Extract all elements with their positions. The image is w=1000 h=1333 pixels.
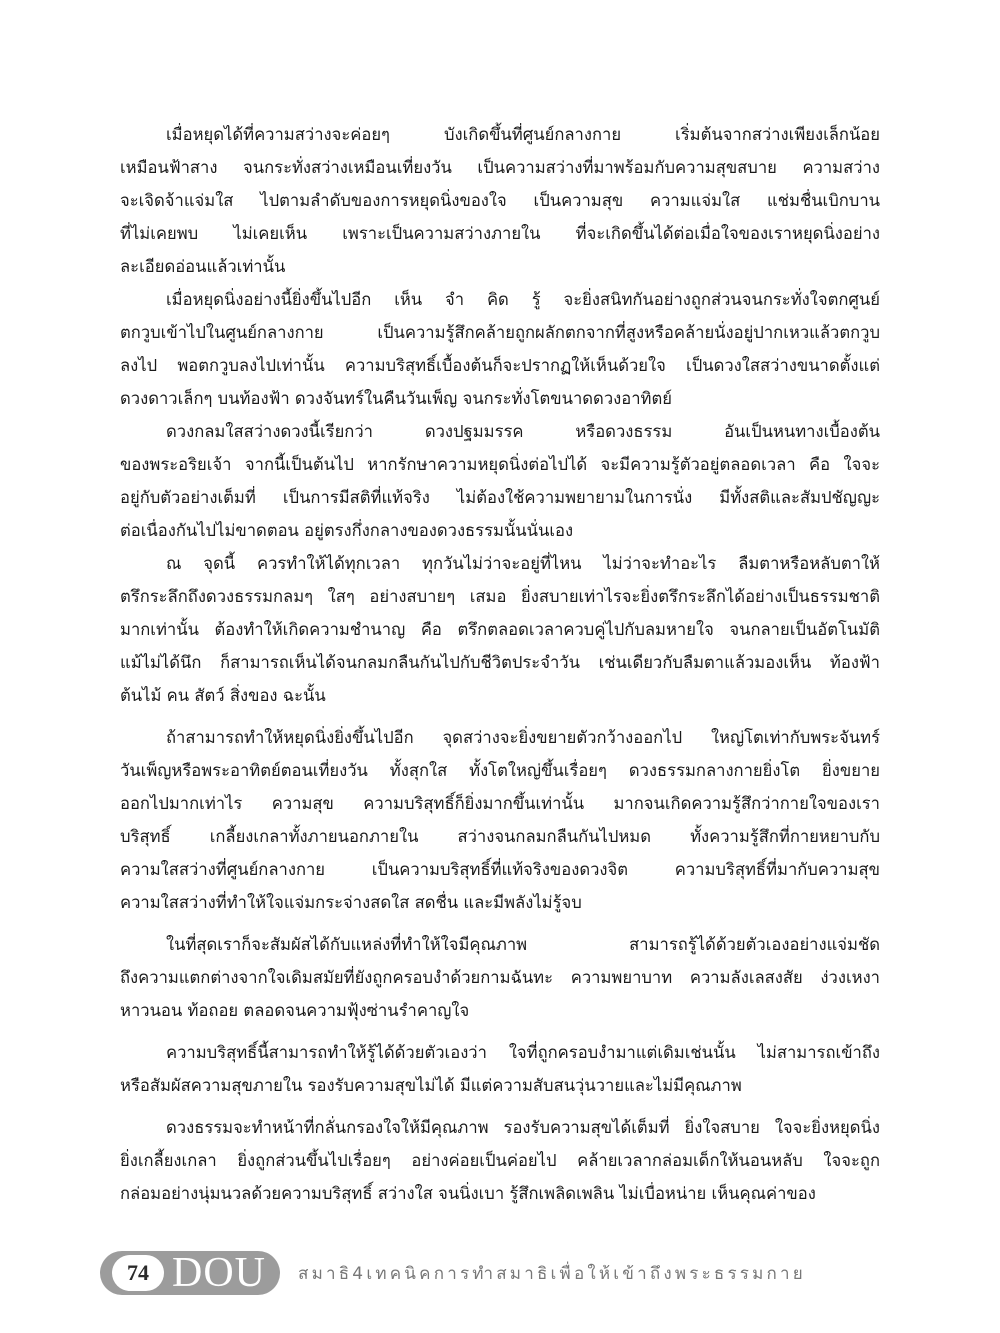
text-line: อยู่กับตัวอย่างเต็มที่ เป็นการมีสติที่แท้จริง ไม่ต้องใช้ความพยายามในการนั่ง มีทั้งสติและสัมปชัญญะ <box>120 488 880 507</box>
footer-badge <box>100 1251 280 1295</box>
text-line: บริสุทธิ์ เกลี้ยงเกลาทั้งภายนอกภายใน สว่างจนกลมกลืนกันไปหมด ทั้งความรู้สึกที่กายหยาบกับ <box>120 827 880 846</box>
text-line: ถ้าสามารถทำให้หยุดนิ่งยิ่งขึ้นไปอีก จุดสว่างจะยิ่งขยายตัวกว้างออกไป ใหญ่โตเท่ากับพระจันทร์ <box>166 728 880 747</box>
text-line: ดวงกลมใสสว่างดวงนี้เรียกว่า ดวงปฐมมรรค หรือดวงธรรม อันเป็นหนทางเบื้องต้น <box>166 422 880 441</box>
text-line: จะเจิดจ้าแจ่มใส ไปตามลำดับของการหยุดนิ่งของใจ เป็นความสุข ความแจ่มใส แช่มชื่นเบิกบาน <box>120 191 880 210</box>
text-line: กล่อมอย่างนุ่มนวลด้วยความบริสุทธิ์ สว่างใส จนนิ่งเบา รู้สึกเพลิดเพลิน ไม่เบื่อหน่าย เห็นคุณค่าของ <box>120 1184 816 1203</box>
paragraph <box>120 721 880 919</box>
text-line: ถึงความแตกต่างจากใจเดิมสมัยที่ยังถูกครอบงำด้วยกามฉันทะ ความพยาบาท ความลังเลสงสัย ง่วงเหงา <box>120 968 880 987</box>
paragraph <box>120 283 880 415</box>
text-line: ละเอียดอ่อนแล้วเท่านั้น <box>120 257 286 276</box>
text-line: ต่อเนื่องกันไปไม่ขาดตอน อยู่ตรงกึ่งกลางของดวงธรรมนั้นนั่นเอง <box>120 521 574 540</box>
paragraph <box>120 1036 880 1102</box>
paragraph <box>120 118 880 283</box>
text-line: ที่ไม่เคยพบ ไม่เคยเห็น เพราะเป็นความสว่างภายใน ที่จะเกิดขึ้นได้ต่อเมื่อใจของเราหยุดนิ่งอย่าง <box>120 224 880 243</box>
text-line: ณ จุดนี้ ควรทำให้ได้ทุกเวลา ทุกวันไม่ว่าจะอยู่ที่ไหน ไม่ว่าจะทำอะไร ลืมตาหรือหลับตาให้ <box>166 554 880 573</box>
text-line: ตรึกระลึกถึงดวงธรรมกลมๆ ใสๆ อย่างสบายๆ เสมอ ยิ่งสบายเท่าไรจะยิ่งตรึกระลึกได้อย่างเป็นธรรมชาติ <box>120 587 880 606</box>
text-line: ตกวูบเข้าไปในศูนย์กลางกาย เป็นความรู้สึกคล้ายถูกผลักตกจากที่สูงหรือคล้ายนั่งอยู่ปากเหวแล้วตกวูบ <box>120 323 880 342</box>
text-line: ดวงธรรมจะทำหน้าที่กลั่นกรองใจให้มีคุณภาพ รองรับความสุขได้เต็มที่ ยิ่งใจสบาย ใจจะยิ่งหยุดนิ่ง <box>166 1118 880 1137</box>
book-title: สมาธิ4เทคนิคการทำสมาธิเพื่อให้เข้าถึงพระธรรมกาย <box>298 1263 806 1284</box>
text-line: มากเท่านั้น ต้องทำให้เกิดความชำนาญ คือ ตรึกตลอดเวลาควบคู่ไปกับลมหายใจ จนกลายเป็นอัตโนมัติ <box>120 620 880 639</box>
text-line: เหมือนฟ้าสาง จนกระทั่งสว่างเหมือนเที่ยงวัน เป็นความสว่างที่มาพร้อมกับความสุขสบาย ความสว่าง <box>120 158 880 177</box>
text-line: ยิ่งเกลี้ยงเกลา ยิ่งถูกส่วนขึ้นไปเรื่อยๆ อย่างค่อยเป็นค่อยไป คล้ายเวลากล่อมเด็กให้นอนหลับ ใจจะถูก <box>120 1151 880 1170</box>
paragraph <box>120 1111 880 1210</box>
text-line: หาวนอน ท้อถอย ตลอดจนความฟุ้งซ่านรำคาญใจ <box>120 1001 470 1020</box>
text-line: เมื่อหยุดนิ่งอย่างนี้ยิ่งขึ้นไปอีก เห็น จำ คิด รู้ จะยิ่งสนิทกันอย่างถูกส่วนจนกระทั่งใจตกศูนย์ <box>166 290 880 309</box>
page-number: 74 <box>112 1255 164 1291</box>
text-line: ความบริสุทธิ์นี้สามารถทำให้รู้ได้ด้วยตัวเองว่า ใจที่ถูกครอบงำมาแต่เดิมเช่นนั้น ไม่สามารถเข้าถึง <box>166 1043 880 1062</box>
text-line: ออกไปมากเท่าไร ความสุข ความบริสุทธิ์ก็ยิ่งมากขึ้นเท่านั้น มากจนเกิดความรู้สึกว่ากายใจของเรา <box>120 794 880 813</box>
text-line: ความใสสว่างที่ศูนย์กลางกาย เป็นความบริสุทธิ์ที่แท้จริงของดวงจิต ความบริสุทธิ์ที่มากับความสุข <box>120 860 880 879</box>
body-text <box>120 118 880 1210</box>
paragraph <box>120 415 880 547</box>
text-line: ความใสสว่างที่ทำให้ใจแจ่มกระจ่างสดใส สดชื่น และมีพลังไม่รู้จบ <box>120 893 582 912</box>
page-footer <box>100 1248 806 1298</box>
text-line: วันเพ็ญหรือพระอาทิตย์ตอนเที่ยงวัน ทั้งสุกใส ทั้งโตใหญ่ขึ้นเรื่อยๆ ดวงธรรมกลางกายยิ่งโต ยิ่งขยาย <box>120 761 880 780</box>
text-line: ลงไป พอตกวูบลงไปเท่านั้น ความบริสุทธิ์เบื้องต้นก็จะปรากฏให้เห็นด้วยใจ เป็นดวงใสสว่างขนาดตั้งแต่ <box>120 356 880 375</box>
text-line: ดวงดาวเล็กๆ บนท้องฟ้า ดวงจันทร์ในคืนวันเพ็ญ จนกระทั่งโตขนาดดวงอาทิตย์ <box>120 389 672 408</box>
text-line: แม้ไม่ได้นึก ก็สามารถเห็นได้จนกลมกลืนกันไปกับชีวิตประจำวัน เช่นเดียวกับลืมตาแล้วมองเห็น ท้องฟ้า <box>120 653 880 672</box>
brand-logo: DOU <box>172 1250 266 1296</box>
text-line: ของพระอริยเจ้า จากนี้เป็นต้นไป หากรักษาความหยุดนิ่งต่อไปได้ จะมีความรู้ตัวอยู่ตลอดเวลา คือ ใจจะ <box>120 455 880 474</box>
text-line: หรือสัมผัสความสุขภายใน รองรับความสุขไม่ได้ มีแต่ความสับสนวุ่นวายและไม่มีคุณภาพ <box>120 1076 742 1095</box>
paragraph <box>120 547 880 712</box>
text-line: เมื่อหยุดได้ที่ความสว่างจะค่อยๆ บังเกิดขึ้นที่ศูนย์กลางกาย เริ่มต้นจากสว่างเพียงเล็กน้อย <box>166 125 880 144</box>
text-line: ต้นไม้ คน สัตว์ สิ่งของ ฉะนั้น <box>120 686 326 705</box>
text-line: ในที่สุดเราก็จะสัมผัสได้กับแหล่งที่ทำให้ใจมีคุณภาพ สามารถรู้ได้ด้วยตัวเองอย่างแจ่มชัด <box>166 935 880 954</box>
paragraph <box>120 928 880 1027</box>
